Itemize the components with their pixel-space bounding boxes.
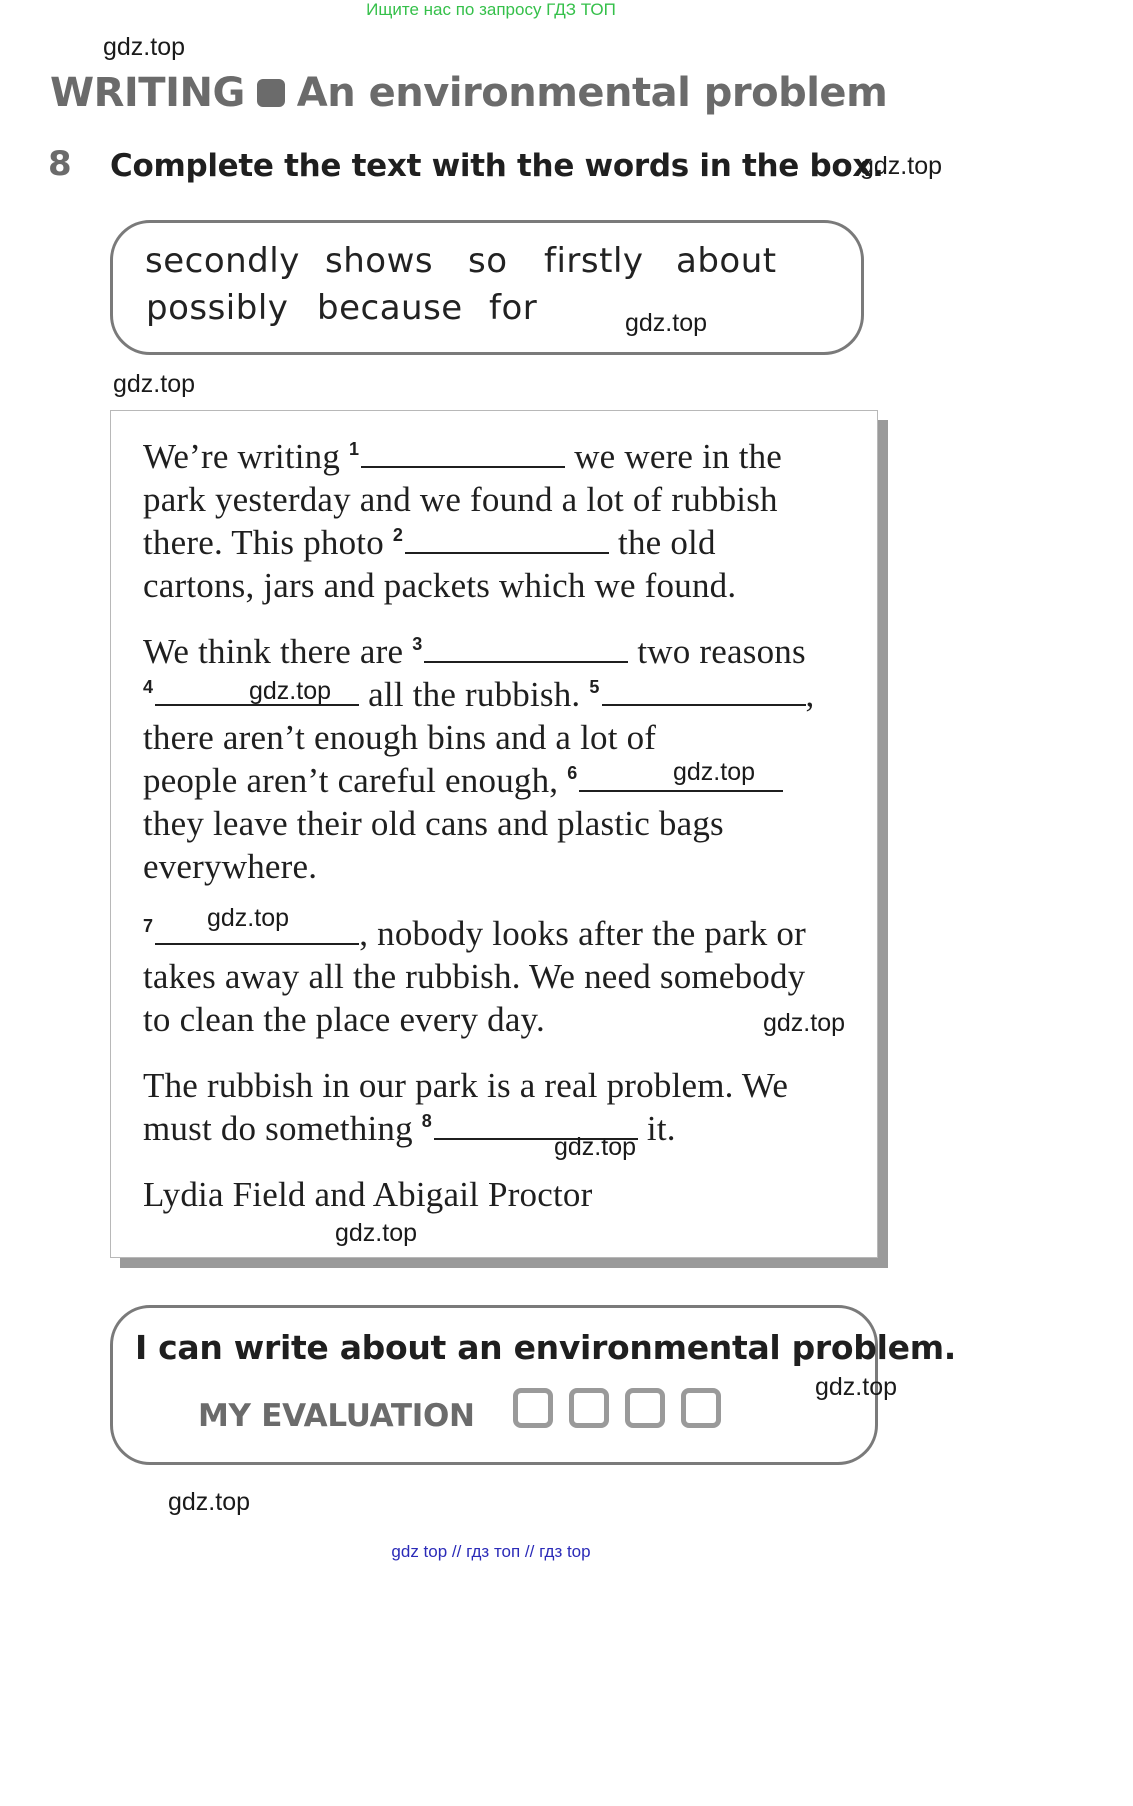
watermark: gdz.top xyxy=(554,1133,637,1161)
text-line: everywhere. xyxy=(143,847,318,886)
word-secondly: secondly xyxy=(145,241,300,281)
text-line: there aren’t enough bins and a lot of xyxy=(143,718,657,757)
text-line: We’re writing $^1$ we were in the xyxy=(143,437,783,476)
section-heading xyxy=(50,70,887,116)
text-line: to clean the place every day. xyxy=(143,1000,545,1039)
gap-5[interactable] xyxy=(602,676,806,706)
can-do-statement: I can write about an environmental problem. xyxy=(135,1328,957,1367)
gap-number: 7 xyxy=(143,916,154,937)
watermark: gdz.top xyxy=(673,758,756,786)
word-because: because xyxy=(317,288,463,328)
text-line: people aren’t careful enough, $^6$ xyxy=(143,761,783,801)
watermark: gdz.top xyxy=(763,1009,846,1037)
gap-3[interactable] xyxy=(424,633,628,663)
task-instruction: Complete the text with the words in the box. xyxy=(110,148,884,184)
gap-number: 1 xyxy=(349,439,360,460)
gap-number: 3 xyxy=(412,634,423,655)
watermark: gdz.top xyxy=(113,370,196,398)
word-box xyxy=(110,220,864,355)
heading-square-icon xyxy=(257,79,285,107)
text-line: they leave their old cans and plastic bags xyxy=(143,804,724,843)
section-prefix: WRITING xyxy=(50,70,245,116)
evaluation-checkbox[interactable] xyxy=(681,1388,721,1428)
text-line: cartons, jars and packets which we found. xyxy=(143,566,737,605)
watermark: gdz.top xyxy=(103,33,186,61)
gap-number: 8 xyxy=(421,1111,432,1132)
text-card xyxy=(110,410,878,1258)
gap-1[interactable] xyxy=(361,438,565,468)
evaluation-checkbox[interactable] xyxy=(625,1388,665,1428)
signature: Lydia Field and Abigail Proctor xyxy=(143,1175,593,1214)
gap-number: 2 xyxy=(392,525,404,546)
footer-links[interactable]: gdz top // гдз топ // гдз top xyxy=(391,1542,591,1561)
text-line: takes away all the rubbish. We need somebody xyxy=(143,957,806,996)
text-line: $^4$ all the rubbish. $^5$ , xyxy=(143,675,815,714)
gap-2[interactable] xyxy=(405,524,609,554)
text-line: The rubbish in our park is a real problem. We xyxy=(143,1066,789,1105)
word-possibly: possibly xyxy=(146,288,289,328)
word-shows: shows xyxy=(325,241,434,281)
top-search-banner[interactable]: Ищите нас по запросу ГДЗ ТОП xyxy=(366,0,616,19)
evaluation-label: MY EVALUATION xyxy=(198,1398,475,1434)
evaluation-checkbox[interactable] xyxy=(513,1388,553,1428)
evaluation-checkbox[interactable] xyxy=(569,1388,609,1428)
watermark: gdz.top xyxy=(249,677,332,705)
watermark: gdz.top xyxy=(625,309,708,337)
task-number: 8 xyxy=(48,144,72,184)
watermark: gdz.top xyxy=(815,1373,898,1401)
gap-number: 6 xyxy=(567,763,578,784)
watermark: gdz.top xyxy=(335,1219,418,1247)
watermark: gdz.top xyxy=(168,1488,251,1516)
gap-number: 4 xyxy=(143,677,154,698)
watermark: gdz.top xyxy=(860,152,943,180)
watermark: gdz.top xyxy=(207,904,290,932)
text-line: $^7$ , nobody looks after the park or xyxy=(143,914,806,953)
text-line: there. This photo $^2$ the old xyxy=(143,523,716,562)
evaluation-box xyxy=(110,1305,957,1465)
text-line: We think there are $^3$ two reasons xyxy=(143,632,806,671)
word-for: for xyxy=(489,288,538,328)
word-firstly: firstly xyxy=(544,241,644,281)
text-line: must do something $^8$ it. xyxy=(143,1109,676,1148)
section-title: An environmental problem xyxy=(296,70,888,116)
word-about: about xyxy=(676,241,777,281)
word-so: so xyxy=(468,241,508,281)
text-line: park yesterday and we found a lot of rubbish xyxy=(143,480,778,519)
gap-number: 5 xyxy=(589,677,600,698)
